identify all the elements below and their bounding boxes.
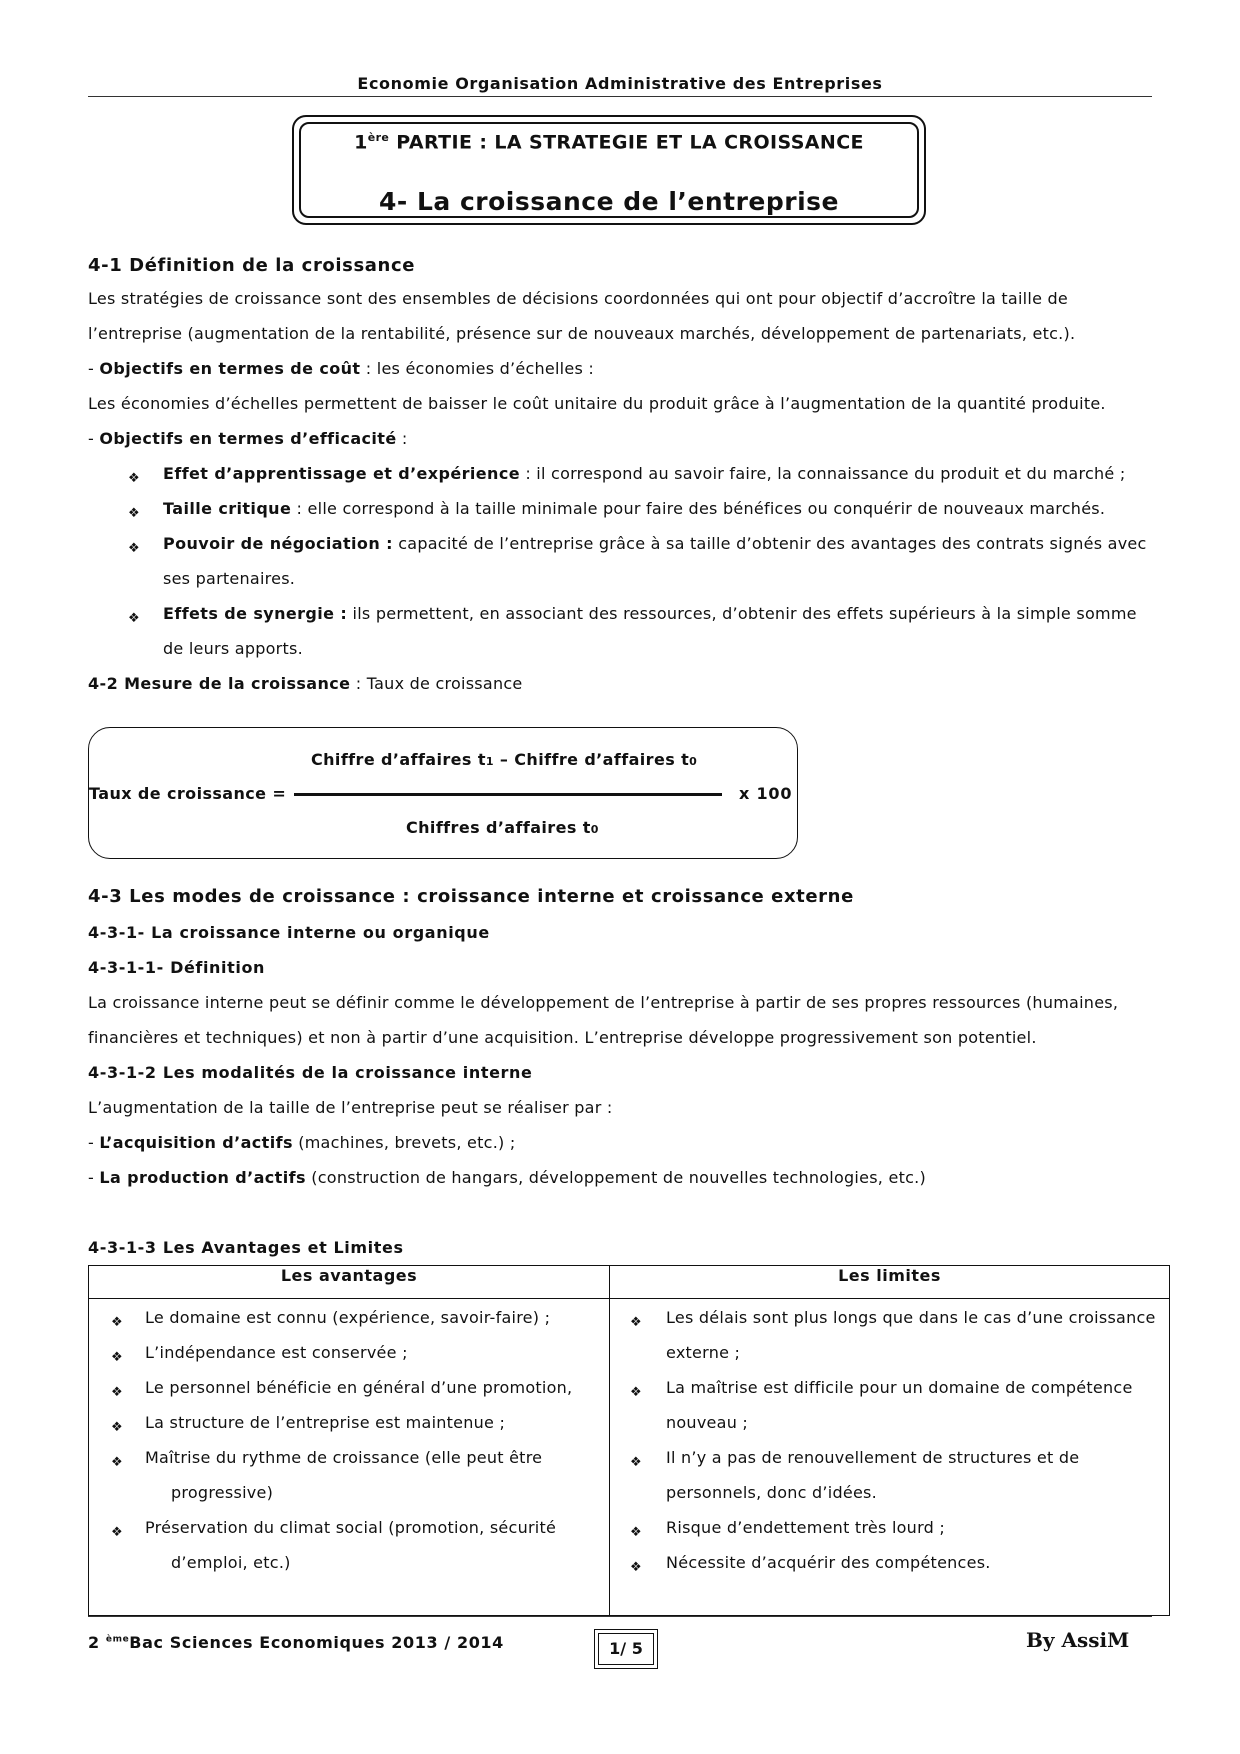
- author-credit: By AssiM: [1026, 1628, 1130, 1652]
- list-item: Le domaine est connu (expérience, savoir-faire) ;: [145, 1308, 551, 1327]
- paragraph: l’entreprise (augmentation de la rentabilité, présence sur de nouveaux marchés, développement de partenariats, etc.).: [88, 324, 1076, 343]
- diamond-bullet-icon: ❖: [630, 1455, 642, 1470]
- diamond-bullet-icon: ❖: [111, 1315, 123, 1330]
- diamond-bullet-icon: ❖: [128, 506, 140, 521]
- list-item: Maîtrise du rythme de croissance (elle peut être: [145, 1448, 543, 1467]
- diamond-bullet-icon: ❖: [630, 1315, 642, 1330]
- section-heading-4-3: 4-3 Les modes de croissance : croissance interne et croissance externe: [88, 886, 854, 907]
- paragraph: Les économies d’échelles permettent de baisser le coût unitaire du produit grâce à l’augmentation de la quantité produite.: [88, 394, 1106, 413]
- chapter-title: 4- La croissance de l’entreprise: [378, 187, 840, 216]
- list-item-continued: d’emploi, etc.): [171, 1553, 291, 1572]
- paragraph: L’augmentation de la taille de l’entreprise peut se réaliser par :: [88, 1098, 613, 1117]
- list-item: Nécessite d’acquérir des compétences.: [666, 1553, 991, 1572]
- formula-multiplier: x 100: [739, 784, 793, 803]
- part-number: 1: [354, 131, 368, 154]
- section-heading-4-1: 4-1 Définition de la croissance: [88, 255, 416, 276]
- fraction-bar: [294, 793, 722, 796]
- formula-numerator: Chiffre d’affaires t1 – Chiffre d’affaires t0: [311, 750, 698, 769]
- part-label: PARTIE : LA STRATEGIE ET LA CROISSANCE: [389, 131, 864, 154]
- paragraph: financières et techniques) et non à partir d’une acquisition. L’entreprise développe progressivement son potentiel.: [88, 1028, 1037, 1047]
- diamond-bullet-icon: ❖: [111, 1455, 123, 1470]
- formula-denominator: Chiffres d’affaires t0: [406, 818, 599, 837]
- column-header-limits: Les limites: [610, 1266, 1170, 1299]
- diamond-bullet-icon: ❖: [111, 1420, 123, 1435]
- paragraph: La croissance interne peut se définir comme le développement de l’entreprise à partir de ses propres ressources (humaines,: [88, 993, 1119, 1012]
- part-title: [294, 131, 924, 153]
- diamond-bullet-icon: ❖: [128, 541, 140, 556]
- part-ordinal: ère: [367, 131, 390, 144]
- list-item: Effets de synergie : ils permettent, en associant des ressources, d’obtenir des effets supérieurs à la simple somme: [163, 604, 1137, 623]
- diamond-bullet-icon: ❖: [630, 1385, 642, 1400]
- list-item-continued: externe ;: [666, 1343, 741, 1362]
- subsection-heading-4-3-1: 4-3-1- La croissance interne ou organique: [88, 923, 490, 942]
- diamond-bullet-icon: ❖: [128, 471, 140, 486]
- footer-rule: [88, 1616, 1152, 1617]
- diamond-bullet-icon: ❖: [111, 1350, 123, 1365]
- modality-item: - La production d’actifs (construction de hangars, développement de nouvelles technologies, etc.): [88, 1168, 926, 1187]
- advantages-cell: [89, 1299, 610, 1616]
- subsection-heading-4-3-1-3: 4-3-1-3 Les Avantages et Limites: [88, 1238, 404, 1257]
- subsection-heading-4-3-1-1: 4-3-1-1- Définition: [88, 958, 266, 977]
- diamond-bullet-icon: ❖: [111, 1525, 123, 1540]
- advantages-limits-table: [88, 1265, 1170, 1616]
- list-item-continued: ses partenaires.: [163, 569, 296, 588]
- diamond-bullet-icon: ❖: [630, 1525, 642, 1540]
- list-item-continued: nouveau ;: [666, 1413, 749, 1432]
- section-heading-4-2: 4-2 Mesure de la croissance : Taux de croissance: [88, 674, 523, 693]
- objective-cost-label: Objectifs en termes de coût: [99, 359, 361, 378]
- list-item: La structure de l’entreprise est maintenue ;: [145, 1413, 506, 1432]
- objective-efficiency: - Objectifs en termes d’efficacité :: [88, 429, 408, 448]
- list-item: L’indépendance est conservée ;: [145, 1343, 408, 1362]
- diamond-bullet-icon: ❖: [111, 1385, 123, 1400]
- list-item: Taille critique : elle correspond à la taille minimale pour faire des bénéfices ou conquérir de nouveaux marchés.: [163, 499, 1106, 518]
- header-rule: [88, 96, 1152, 97]
- diamond-bullet-icon: ❖: [630, 1560, 642, 1575]
- objective-efficiency-label: Objectifs en termes d’efficacité: [99, 429, 397, 448]
- list-item-continued: personnels, donc d’idées.: [666, 1483, 877, 1502]
- list-item: Les délais sont plus longs que dans le cas d’une croissance: [666, 1308, 1156, 1327]
- limits-cell: [610, 1299, 1170, 1616]
- subsection-heading-4-3-1-2: 4-3-1-2 Les modalités de la croissance interne: [88, 1063, 533, 1082]
- column-header-advantages: Les avantages: [89, 1266, 610, 1299]
- list-item: Pouvoir de négociation : capacité de l’entreprise grâce à sa taille d’obtenir des avantages des contrats signés avec: [163, 534, 1147, 553]
- header-title: Economie Organisation Administrative des Entreprises: [357, 74, 883, 93]
- list-item: Le personnel bénéficie en général d’une promotion,: [145, 1378, 573, 1397]
- footer-course: 2 $^{ème}$Bac Sciences Economiques 2013 / 2014: [88, 1633, 504, 1652]
- formula-label: Taux de croissance =: [89, 784, 287, 803]
- list-item-continued: de leurs apports.: [163, 639, 303, 658]
- list-item-continued: progressive): [171, 1483, 274, 1502]
- list-item: Préservation du climat social (promotion, sécurité: [145, 1518, 557, 1537]
- diamond-bullet-icon: ❖: [128, 611, 140, 626]
- list-item: Il n’y a pas de renouvellement de structures et de: [666, 1448, 1080, 1467]
- paragraph: Les stratégies de croissance sont des ensembles de décisions coordonnées qui ont pour objectif d’accroître la taille de: [88, 289, 1068, 308]
- list-item: Effet d’apprentissage et d’expérience : il correspond au savoir faire, la connaissance du produit et du marché ;: [163, 464, 1126, 483]
- list-item: Risque d’endettement très lourd ;: [666, 1518, 945, 1537]
- modality-item: - L’acquisition d’actifs (machines, brevets, etc.) ;: [88, 1133, 516, 1152]
- page-number: 1/ 5: [598, 1633, 654, 1665]
- title-box: [292, 115, 926, 225]
- list-item: La maîtrise est difficile pour un domaine de compétence: [666, 1378, 1133, 1397]
- formula-box: [88, 727, 798, 859]
- objective-cost: - Objectifs en termes de coût : les économies d’échelles :: [88, 359, 595, 378]
